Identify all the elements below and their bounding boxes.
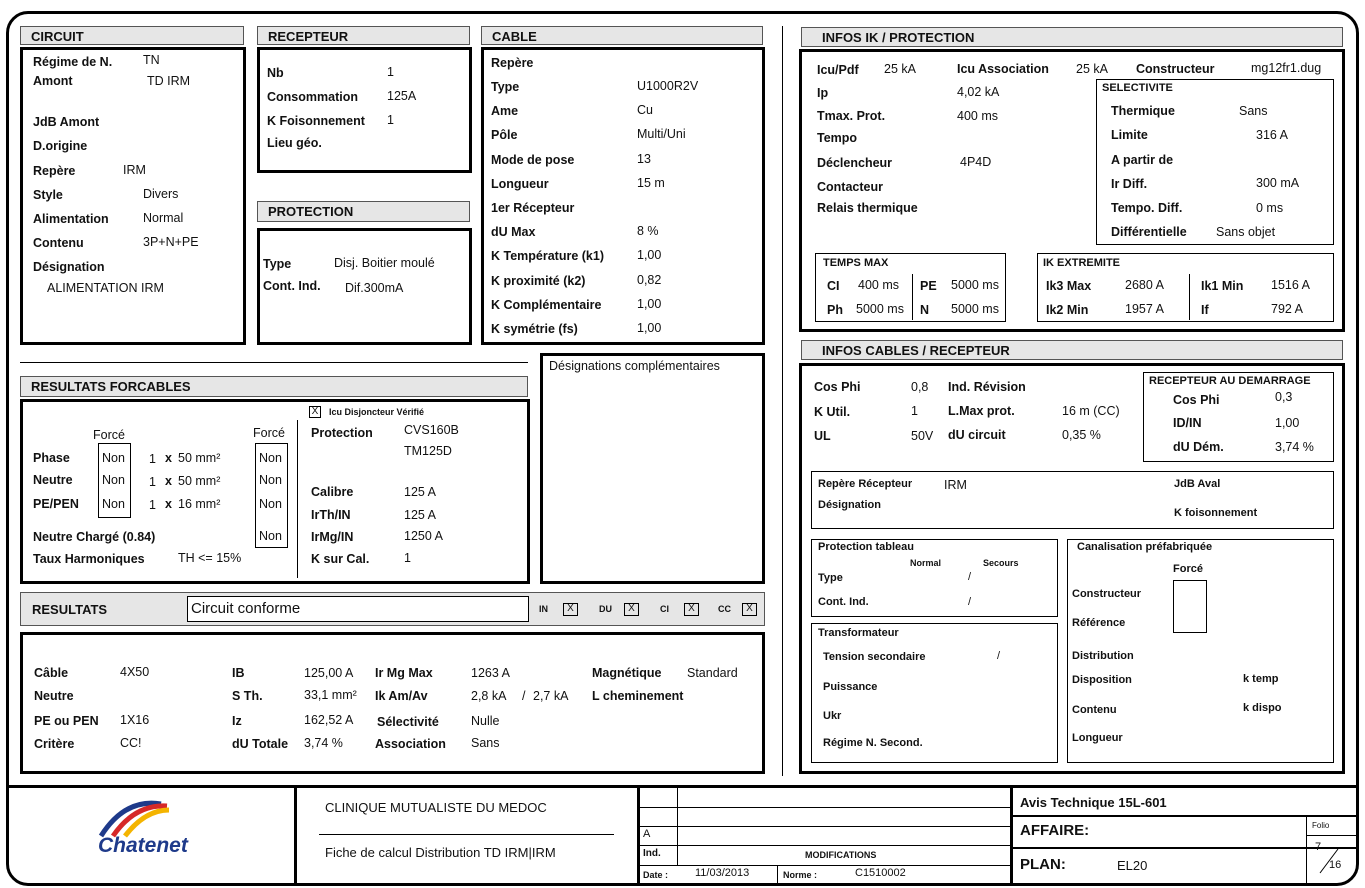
cable-row-label: Longueur [491, 177, 549, 191]
footer-client-line [319, 834, 614, 835]
contenu-value: 3P+N+PE [143, 235, 199, 249]
du-circuit-value: 0,35 % [1062, 428, 1101, 442]
force-header-2: Forcé [253, 426, 285, 440]
alimentation-label: Alimentation [33, 212, 109, 226]
cable-row-label: Repère [491, 56, 534, 70]
neutre-n: 1 [149, 475, 156, 489]
rep-rec-label: Repère Récepteur [818, 478, 913, 490]
ik3-label: Ik3 Max [1046, 279, 1092, 293]
folio-hline [1306, 835, 1357, 836]
ik3-value: 2680 A [1125, 278, 1164, 292]
modifications-label: MODIFICATIONS [805, 850, 877, 860]
tmax-value: 400 ms [957, 109, 998, 123]
phase-force[interactable]: Non [102, 451, 125, 465]
folio-vline [1306, 816, 1307, 884]
kutil-value: 1 [911, 404, 918, 418]
taux-harmoniques-label: Taux Harmoniques [33, 552, 145, 566]
res-association-label: Association [375, 737, 446, 751]
differentielle-label: Différentielle [1111, 225, 1187, 239]
lmax-label: L.Max prot. [948, 404, 1015, 418]
cable-row-value: 13 [637, 152, 651, 166]
consommation-value: 125A [387, 89, 417, 103]
res-sth-value: 33,1 mm² [304, 688, 357, 702]
secours-label: Secours [983, 558, 1019, 568]
canal-constructeur-label: Constructeur [1072, 588, 1142, 600]
horizontal-divider [20, 362, 528, 363]
idin-value: 1,00 [1275, 416, 1300, 430]
protection-value-2: TM125D [404, 444, 452, 458]
cable-row-value: 0,82 [637, 273, 662, 287]
ind-revision-label: Ind. Révision [948, 380, 1026, 394]
pt-type-label: Type [818, 572, 843, 584]
cable-row-label: Mode de pose [491, 153, 575, 167]
infos-cables-header: INFOS CABLES / RECEPTEUR [801, 340, 1343, 360]
neutre-force[interactable]: Non [102, 473, 125, 487]
canal-header: Canalisation préfabriquée [1077, 541, 1213, 553]
irmg-label: IrMg/IN [311, 530, 354, 544]
cable-row-label: K symétrie (fs) [491, 322, 578, 336]
thermique-label: Thermique [1111, 104, 1175, 118]
tempo-label: Tempo [817, 131, 858, 145]
cc-label: CC [718, 604, 731, 614]
pe-label: PE [920, 279, 937, 293]
mod-ind: Ind. [643, 848, 661, 859]
ul-value: 50V [911, 429, 934, 443]
ip-label: Ip [817, 86, 829, 100]
ik2-label: Ik2 Min [1046, 303, 1089, 317]
icu-verif-checkbox[interactable]: X [309, 406, 321, 418]
canal-ktemp-label: k temp [1243, 673, 1279, 685]
dudem-label: dU Dém. [1173, 440, 1224, 454]
cable-row-value: U1000R2V [637, 79, 699, 93]
res-pe-value: 1X16 [120, 713, 150, 727]
plan-label: PLAN: [1020, 856, 1066, 873]
ph-value: 5000 ms [856, 302, 904, 316]
ksurcal-label: K sur Cal. [311, 552, 370, 566]
canal-disposition-label: Disposition [1072, 674, 1132, 686]
cable-row-label: 1er Récepteur [491, 201, 575, 215]
kutil-label: K Util. [814, 405, 851, 419]
designation-value: ALIMENTATION IRM [47, 281, 164, 295]
dorigine-label: D.origine [33, 139, 88, 153]
res-irmg-value: 1263 A [471, 666, 510, 680]
prot-cont-value: Dif.300mA [345, 281, 404, 295]
tempodiff-label: Tempo. Diff. [1111, 201, 1183, 215]
res-cable-label: Câble [34, 666, 69, 680]
pe-x: x [165, 497, 172, 511]
mod-line-1 [640, 807, 1011, 808]
icu-assoc-label: Icu Association [957, 62, 1049, 76]
icu-label: Icu/Pdf [817, 63, 859, 77]
forcables-header: RESULTATS FORCABLES [20, 376, 528, 397]
canal-force-box[interactable] [1173, 580, 1207, 633]
phase-n: 1 [149, 452, 156, 466]
folio-label: Folio [1312, 821, 1330, 830]
dem-cosphi-label: Cos Phi [1173, 393, 1220, 407]
cosphi-value: 0,8 [911, 380, 929, 394]
res-ikam-sep: / [522, 689, 526, 703]
phase-label: Phase [33, 451, 70, 465]
res-ib-value: 125,00 A [304, 666, 354, 680]
recepteur-header: RECEPTEUR [257, 26, 470, 45]
cable-row-value: 1,00 [637, 297, 662, 311]
res-critere-label: Critère [34, 737, 75, 751]
res-ikav-value: 2,7 kA [533, 689, 569, 703]
in-checkbox[interactable]: X [563, 603, 578, 616]
mod-line-4 [640, 865, 1011, 866]
logo-text: Chatenet [98, 834, 188, 857]
icu-value: 25 kA [884, 62, 916, 76]
neutre-charge-force[interactable]: Non [259, 529, 282, 543]
n-value: 5000 ms [951, 302, 999, 316]
res-lchem-label: L cheminement [592, 689, 684, 703]
regime-value: TN [143, 53, 160, 67]
canal-longueur-label: Longueur [1072, 732, 1123, 744]
rec-kfoi-label: K foisonnement [1174, 507, 1258, 519]
cable-row-value: Cu [637, 103, 653, 117]
pt-cont-label: Cont. Ind. [818, 596, 869, 608]
cosphi-label: Cos Phi [814, 380, 861, 394]
tension-label: Tension secondaire [823, 651, 926, 663]
taux-harmoniques-value: TH <= 15% [178, 551, 242, 565]
ci-checkbox[interactable]: X [684, 603, 699, 616]
neutre-x: x [165, 474, 172, 488]
contenu-label: Contenu [33, 236, 84, 250]
pt-slash2: / [968, 596, 972, 608]
ikext-header: IK EXTREMITE [1043, 257, 1121, 269]
amont-label: Amont [33, 74, 73, 88]
declencheur-value: 4P4D [960, 155, 992, 169]
mod-vline [677, 787, 678, 865]
phase-force-2[interactable]: Non [259, 451, 282, 465]
du-label: DU [599, 604, 612, 614]
date-value: 11/03/2013 [695, 867, 750, 879]
phase-section: 50 mm² [178, 451, 221, 465]
rep-rec-value: IRM [944, 478, 967, 492]
ksurcal-value: 1 [404, 551, 411, 565]
dem-cosphi-value: 0,3 [1275, 390, 1293, 404]
irth-value: 125 A [404, 508, 436, 522]
mod-a: A [643, 828, 651, 840]
declencheur-label: Déclencheur [817, 156, 893, 170]
protection-header: PROTECTION [257, 201, 470, 222]
pe-force[interactable]: Non [102, 497, 125, 511]
res-iz-label: Iz [232, 714, 242, 728]
chatenet-logo [95, 796, 195, 860]
res-association-value: Sans [471, 736, 500, 750]
ip-value: 4,02 kA [957, 85, 1000, 99]
ikext-divider [1189, 274, 1190, 320]
constructeur-label: Constructeur [1136, 62, 1215, 76]
cable-row-label: K Complémentaire [491, 298, 602, 312]
lmax-value: 16 m (CC) [1062, 404, 1120, 418]
du-checkbox[interactable]: X [624, 603, 639, 616]
res-iz-value: 162,52 A [304, 713, 354, 727]
pe-n: 1 [149, 498, 156, 512]
res-critere-value: CC! [120, 736, 142, 750]
kfoisonnement-value: 1 [387, 113, 394, 127]
date-label: Date : [643, 870, 669, 880]
amont-value: TD IRM [147, 74, 191, 88]
icu-verif-label: Icu Disjoncteur Vérifié [329, 407, 425, 417]
cable-row-label: Pôle [491, 128, 518, 142]
tension-slash: / [997, 650, 1001, 662]
thermique-value: Sans [1239, 104, 1268, 118]
du-circuit-label: dU circuit [948, 428, 1006, 442]
res-irmg-label: Ir Mg Max [375, 666, 433, 680]
jdb-aval-label: JdB Aval [1174, 478, 1221, 490]
res-dut-label: dU Totale [232, 737, 289, 751]
alimentation-value: Normal [143, 211, 184, 225]
limite-label: Limite [1111, 128, 1148, 142]
idin-label: ID/IN [1173, 416, 1202, 430]
pe-force-2[interactable]: Non [259, 497, 282, 511]
ci-value: 400 ms [858, 278, 899, 292]
avis-technique: Avis Technique 15L-601 [1020, 795, 1167, 810]
res-sth-label: S Th. [232, 689, 263, 703]
pe-value: 5000 ms [951, 278, 999, 292]
tempsmax-divider [912, 274, 913, 320]
ci-label: CI [827, 279, 840, 293]
canal-distribution-label: Distribution [1072, 650, 1134, 662]
neutre-charge-label: Neutre Chargé (0.84) [33, 530, 156, 544]
canal-contenu-label: Contenu [1072, 704, 1117, 716]
footer-v2 [637, 786, 640, 884]
affaire-label: AFFAIRE: [1020, 822, 1090, 839]
res-ikam-value: 2,8 kA [471, 689, 507, 703]
cable-row-label: K Température (k1) [491, 249, 604, 263]
limite-value: 316 A [1256, 128, 1288, 142]
ci-check-label: CI [660, 604, 669, 614]
protection-label: Protection [311, 426, 373, 440]
irdiff-label: Ir Diff. [1111, 177, 1148, 191]
normal-label: Normal [910, 558, 942, 568]
lieu-geo-label: Lieu géo. [267, 136, 322, 150]
footer-v3 [1010, 786, 1013, 884]
irdiff-value: 300 mA [1256, 176, 1300, 190]
jdb-amont-label: JdB Amont [33, 115, 100, 129]
ik-header: INFOS IK / PROTECTION [801, 27, 1343, 47]
selectivite-header: SELECTIVITE [1102, 82, 1173, 94]
res-magnetique-label: Magnétique [592, 666, 662, 680]
fiche-title: Fiche de calcul Distribution TD IRM|IRM [325, 845, 556, 860]
consommation-label: Consommation [267, 90, 358, 104]
protection-value-1: CVS160B [404, 423, 459, 437]
style-value: Divers [143, 187, 179, 201]
res-cable-value: 4X50 [120, 665, 150, 679]
norme-value: C1510002 [855, 867, 906, 879]
ph-label: Ph [827, 303, 843, 317]
calibre-label: Calibre [311, 485, 354, 499]
mod-line-2 [640, 826, 1011, 827]
pe-label: PE/PEN [33, 497, 79, 511]
folio-number: 7 [1315, 841, 1322, 853]
cable-row-value: 8 % [637, 224, 659, 238]
cable-row-label: dU Max [491, 225, 536, 239]
relais-label: Relais thermique [817, 201, 918, 215]
cable-row-label: Ame [491, 104, 519, 118]
neutre-label: Neutre [33, 473, 73, 487]
plan-value: EL20 [1117, 858, 1148, 873]
recepteur-panel [257, 47, 472, 173]
client-name: CLINIQUE MUTUALISTE DU MEDOC [325, 800, 547, 815]
canal-reference-label: Référence [1072, 617, 1126, 629]
canal-kdispo-label: k dispo [1243, 702, 1282, 714]
regime-second-label: Régime N. Second. [823, 737, 923, 749]
cc-checkbox[interactable]: X [742, 603, 757, 616]
res-selectivite-label: Sélectivité [377, 715, 439, 729]
ik2-value: 1957 A [1125, 302, 1164, 316]
res-neutre-label: Neutre [34, 689, 74, 703]
cable-row-value: 1,00 [637, 321, 662, 335]
force-header-1: Forcé [93, 428, 125, 442]
nb-label: Nb [267, 66, 284, 80]
res-pe-label: PE ou PEN [34, 714, 99, 728]
prot-tableau-header: Protection tableau [818, 541, 914, 553]
rec-designation-label: Désignation [818, 499, 881, 511]
circuit-header: CIRCUIT [20, 26, 244, 45]
prot-type-label: Type [263, 257, 292, 271]
folio-total: 16 [1329, 859, 1342, 871]
designations-compl-panel[interactable] [540, 353, 765, 584]
designation-label: Désignation [33, 260, 105, 274]
res-magnetique-value: Standard [687, 666, 738, 680]
irth-label: IrTh/IN [311, 508, 351, 522]
canal-force-label: Forcé [1173, 563, 1203, 575]
ik1-label: Ik1 Min [1201, 279, 1244, 293]
constructeur-value: mg12fr1.dug [1251, 61, 1322, 75]
neutre-section: 50 mm² [178, 474, 221, 488]
transfo-header: Transformateur [818, 627, 899, 639]
vertical-divider [782, 26, 783, 776]
phase-x: x [165, 451, 172, 465]
ik1-value: 1516 A [1271, 278, 1310, 292]
dudem-value: 3,74 % [1275, 440, 1314, 454]
forcables-divider [297, 420, 298, 578]
regime-label: Régime de N. [33, 55, 113, 69]
ukr-label: Ukr [823, 710, 842, 722]
resultats-header: RESULTATS [32, 602, 108, 617]
style-label: Style [33, 188, 63, 202]
pe-section: 16 mm² [178, 497, 221, 511]
demarrage-header: RECEPTEUR AU DEMARRAGE [1149, 375, 1311, 387]
apartir-label: A partir de [1111, 153, 1174, 167]
mod-line-3 [640, 845, 1011, 846]
cable-row-value: 1,00 [637, 248, 662, 262]
res-selectivite-value: Nulle [471, 714, 500, 728]
footer-top-line [8, 785, 1357, 788]
if-label: If [1201, 303, 1209, 317]
designations-compl-label: Désignations complémentaires [549, 359, 720, 373]
resultats-status: Circuit conforme [191, 600, 301, 617]
kfoisonnement-label: K Foisonnement [267, 114, 365, 128]
cable-row-value: Multi/Uni [637, 127, 686, 141]
puissance-label: Puissance [823, 681, 878, 693]
res-dut-value: 3,74 % [304, 736, 343, 750]
res-ikam-label: Ik Am/Av [375, 689, 428, 703]
irmg-value: 1250 A [404, 529, 443, 543]
contacteur-label: Contacteur [817, 180, 883, 194]
repere-value: IRM [123, 163, 146, 177]
neutre-force-2[interactable]: Non [259, 473, 282, 487]
repere-label: Repère [33, 164, 76, 178]
in-label: IN [539, 604, 548, 614]
cable-header: CABLE [481, 26, 763, 45]
tmax-label: Tmax. Prot. [817, 109, 886, 123]
nb-value: 1 [387, 65, 394, 79]
norme-label: Norme : [783, 870, 818, 880]
tempsmax-header: TEMPS MAX [823, 257, 889, 269]
icu-assoc-value: 25 kA [1076, 62, 1108, 76]
calibre-value: 125 A [404, 485, 436, 499]
res-ib-label: IB [232, 666, 245, 680]
footer-v1 [294, 786, 297, 884]
tempodiff-value: 0 ms [1256, 201, 1284, 215]
prot-cont-label: Cont. Ind. [263, 279, 321, 293]
if-value: 792 A [1271, 302, 1303, 316]
cable-row-label: K proximité (k2) [491, 274, 586, 288]
resultats-panel [20, 632, 765, 774]
mod-vline-2 [777, 865, 778, 884]
n-label: N [920, 303, 930, 317]
cable-row-label: Type [491, 80, 520, 94]
pt-slash1: / [968, 571, 972, 583]
prot-type-value: Disj. Boitier moulé [334, 256, 435, 270]
cable-row-value: 15 m [637, 176, 665, 190]
differentielle-value: Sans objet [1216, 225, 1276, 239]
ul-label: UL [814, 429, 831, 443]
